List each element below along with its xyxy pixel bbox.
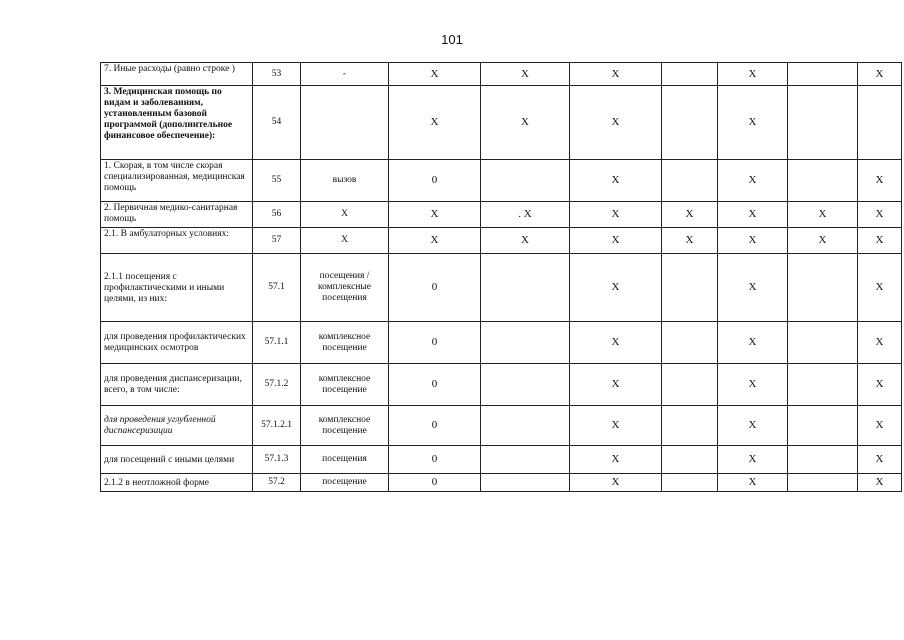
value-cell — [481, 160, 570, 202]
table-row — [101, 254, 902, 322]
value-cell: X — [858, 474, 902, 492]
value-cell: X — [718, 406, 788, 446]
value-cell: X — [662, 228, 718, 254]
row-number-cell: 56 — [253, 202, 301, 228]
row-number-cell: 57.1 — [253, 254, 301, 322]
value-cell — [662, 474, 718, 492]
value-cell: X — [858, 63, 902, 86]
table-row — [101, 202, 902, 228]
value-cell — [788, 322, 858, 364]
value-cell — [788, 63, 858, 86]
value-cell: X — [570, 228, 662, 254]
value-cell: X — [718, 474, 788, 492]
unit-cell: комплексное посещение — [301, 322, 389, 364]
value-cell: X — [662, 202, 718, 228]
value-cell: X — [389, 228, 481, 254]
value-cell — [788, 364, 858, 406]
value-cell: X — [570, 86, 662, 160]
row-name-cell: для проведения диспансеризации, всего, в том числе: — [101, 364, 253, 406]
table-row — [101, 63, 902, 86]
value-cell: 0 — [389, 322, 481, 364]
value-cell — [662, 446, 718, 474]
value-cell: X — [788, 228, 858, 254]
value-cell — [788, 474, 858, 492]
value-cell — [481, 364, 570, 406]
row-name-cell: 7. Иные расходы (равно строке ) — [101, 63, 253, 86]
value-cell — [481, 446, 570, 474]
row-number-cell: 57.2 — [253, 474, 301, 492]
unit-cell: посещения / комплексные посещения — [301, 254, 389, 322]
table-row — [101, 446, 902, 474]
value-cell: X — [858, 160, 902, 202]
value-cell: X — [718, 160, 788, 202]
row-name-cell: 2.1.2 в неотложной форме — [101, 474, 253, 492]
unit-cell: комплексное посещение — [301, 406, 389, 446]
value-cell: X — [858, 202, 902, 228]
row-number-cell: 57.1.2.1 — [253, 406, 301, 446]
table-row — [101, 228, 902, 254]
value-cell: 0 — [389, 446, 481, 474]
page-number: 101 — [441, 32, 463, 47]
unit-cell: посещения — [301, 446, 389, 474]
value-cell: X — [858, 364, 902, 406]
value-cell: 0 — [389, 254, 481, 322]
value-cell — [662, 364, 718, 406]
value-cell: X — [481, 63, 570, 86]
row-number-cell: 57.1.2 — [253, 364, 301, 406]
value-cell — [788, 254, 858, 322]
row-number-cell: 57 — [253, 228, 301, 254]
value-cell: X — [718, 364, 788, 406]
table-body — [101, 63, 902, 492]
table-row — [101, 160, 902, 202]
value-cell: 0 — [389, 160, 481, 202]
value-cell: X — [570, 322, 662, 364]
row-name-cell: 2.1. В амбулаторных условиях: — [101, 228, 253, 254]
row-name-cell: 2.1.1 посещения с профилактическими и иными целями, из них: — [101, 254, 253, 322]
value-cell — [481, 406, 570, 446]
value-cell — [662, 406, 718, 446]
row-number-cell: 54 — [253, 86, 301, 160]
value-cell: X — [718, 202, 788, 228]
value-cell: X — [570, 406, 662, 446]
unit-cell: - — [301, 63, 389, 86]
value-cell — [662, 322, 718, 364]
row-name-cell: 2. Первичная медико-санитарная помощь — [101, 202, 253, 228]
value-cell: X — [570, 160, 662, 202]
value-cell — [788, 86, 858, 160]
value-cell: X — [858, 254, 902, 322]
value-cell: X — [570, 202, 662, 228]
value-cell: 0 — [389, 406, 481, 446]
value-cell: X — [389, 202, 481, 228]
row-name-cell: 1. Скорая, в том числе скорая специализированная, медицинская помощь — [101, 160, 253, 202]
value-cell — [662, 63, 718, 86]
value-cell: X — [389, 86, 481, 160]
value-cell: X — [718, 63, 788, 86]
value-cell: X — [718, 254, 788, 322]
table-row — [101, 364, 902, 406]
row-number-cell: 55 — [253, 160, 301, 202]
value-cell — [788, 446, 858, 474]
unit-cell — [301, 86, 389, 160]
value-cell: X — [570, 474, 662, 492]
unit-cell: X — [301, 228, 389, 254]
row-name-cell: для посещений с иными целями — [101, 446, 253, 474]
value-cell — [662, 254, 718, 322]
value-cell: X — [858, 446, 902, 474]
value-cell: X — [481, 228, 570, 254]
row-name-cell: 3. Медицинская помощь по видам и заболеваниям, установленным базовой программой (дополнительное финансовое обеспечение): — [101, 86, 253, 160]
value-cell: X — [718, 446, 788, 474]
value-cell — [858, 86, 902, 160]
table-row — [101, 406, 902, 446]
value-cell: X — [389, 63, 481, 86]
unit-cell: вызов — [301, 160, 389, 202]
value-cell — [481, 474, 570, 492]
value-cell: X — [570, 364, 662, 406]
value-cell — [662, 86, 718, 160]
unit-cell: комплексное посещение — [301, 364, 389, 406]
row-number-cell: 57.1.1 — [253, 322, 301, 364]
value-cell: 0 — [389, 364, 481, 406]
row-number-cell: 53 — [253, 63, 301, 86]
row-name-cell: для проведения профилактических медицинских осмотров — [101, 322, 253, 364]
value-cell: . X — [481, 202, 570, 228]
unit-cell: посещение — [301, 474, 389, 492]
value-cell: X — [858, 228, 902, 254]
value-cell — [481, 322, 570, 364]
value-cell: X — [788, 202, 858, 228]
value-cell — [788, 406, 858, 446]
value-cell: X — [570, 446, 662, 474]
value-cell: X — [570, 63, 662, 86]
table-row — [101, 86, 902, 160]
data-table — [100, 62, 902, 492]
row-number-cell: 57.1.3 — [253, 446, 301, 474]
value-cell — [481, 254, 570, 322]
table-row — [101, 474, 902, 492]
value-cell: X — [570, 254, 662, 322]
table-row — [101, 322, 902, 364]
value-cell: X — [718, 86, 788, 160]
value-cell: X — [718, 322, 788, 364]
value-cell: 0 — [389, 474, 481, 492]
value-cell: X — [481, 86, 570, 160]
value-cell: X — [858, 406, 902, 446]
row-name-cell: для проведения углубленной диспансеризации — [101, 406, 253, 446]
value-cell — [788, 160, 858, 202]
value-cell: X — [858, 322, 902, 364]
value-cell: X — [718, 228, 788, 254]
value-cell — [662, 160, 718, 202]
unit-cell: X — [301, 202, 389, 228]
